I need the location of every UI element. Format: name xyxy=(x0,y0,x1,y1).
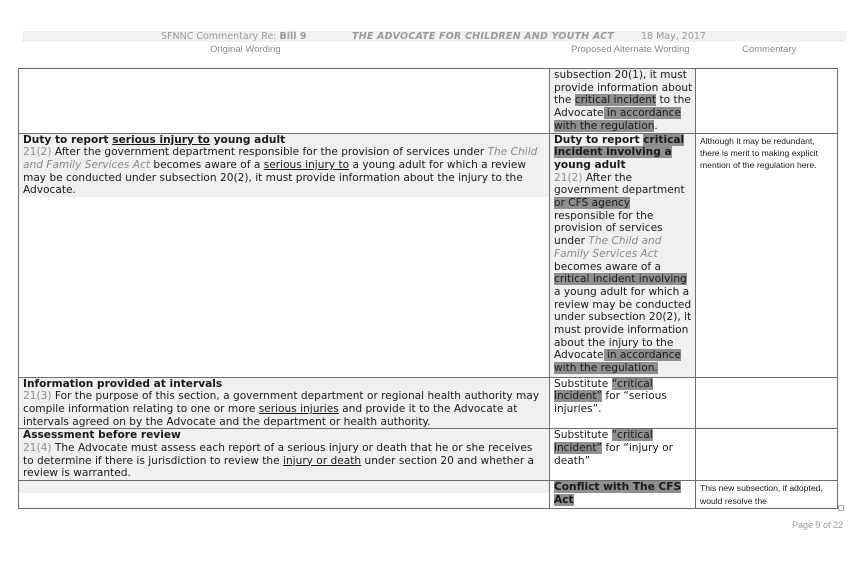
table-row xyxy=(19,481,838,509)
table-row xyxy=(19,429,838,481)
table-end-marker xyxy=(838,505,844,511)
column-header-original: Original Wording xyxy=(210,44,281,55)
proposed-cell xyxy=(550,481,696,509)
table-row xyxy=(19,377,838,429)
proposed-cell: Duty to report critical incident involving a young adult 21(2) After the government department or CFS agency responsible for the provision of services under The Child and Family Services Act becomes aware of a critical incident involving a young adult for which a review may be conducted under subsection 20(2), it must provide information about the injury to the Advocate in accordance with the regulation. xyxy=(550,133,696,377)
section-number: 21(4) xyxy=(23,442,52,455)
act-title: THE ADVOCATE FOR CHILDREN AND YOUTH ACT xyxy=(352,31,614,42)
section-heading: Duty to report critical incident involving a young adult xyxy=(554,133,685,171)
highlight: critical incident xyxy=(574,94,657,107)
section-heading: Information provided at intervals xyxy=(23,377,223,390)
section-heading: Assessment before review xyxy=(23,429,181,442)
section-heading: Duty to report serious injury to young adult xyxy=(23,133,286,146)
proposed-cell: Substitute “critical incident” for “injury or death” xyxy=(550,429,696,481)
original-cell: Information provided at intervals 21(3) For the purpose of this section, a government department or regional health authority may compile information relating to one or more serious injuries and provide it to the Advocate at intervals agreed on by the Advocate and the department or health authority. xyxy=(19,377,550,429)
section-number: 21(2) xyxy=(23,146,52,159)
bill-number: Bill 9 xyxy=(279,31,307,42)
proposed-cell: subsection 20(1), it must provide information about the critical incident to the Advocate in accordance with the regulation. xyxy=(550,69,696,134)
highlight: in accordance with the regulation. xyxy=(554,349,681,375)
highlight: “critical incident” xyxy=(554,377,653,403)
commentary-table xyxy=(18,68,838,509)
section-number: 21(3) xyxy=(23,390,52,403)
original-cell: Duty to report serious injury to young adult 21(2) After the government department responsible for the provision of services under The Child and Family Services Act becomes aware of a serious injury to a young adult for which a review may be conducted under subsection 20(2), it must provide information about the injury to the Advocate. xyxy=(19,133,550,377)
highlight: in accordance with the regulation xyxy=(554,107,681,132)
original-cell xyxy=(19,481,550,509)
document-header xyxy=(0,31,863,42)
header-date: 18 May, 2017 xyxy=(641,31,706,42)
page-number: Page 9 of 22 xyxy=(792,520,844,530)
commentary-cell xyxy=(696,429,838,481)
highlight: “critical incident” xyxy=(554,429,653,455)
commentary-cell xyxy=(696,377,838,429)
header-prefix: SFNNC Commentary Re: Bill 9 xyxy=(161,31,307,42)
highlight: or CFS agency xyxy=(554,197,631,210)
commentary-cell: This new subsection, if adopted, would resolve the xyxy=(696,481,838,509)
commentary-cell: Although it may be redundant, there is merit to making explicit mention of the regulation here. xyxy=(696,133,838,377)
table-row xyxy=(19,133,838,377)
commentary-cell xyxy=(696,69,838,134)
section-number: 21(2) xyxy=(554,171,583,184)
table-row xyxy=(19,69,838,134)
original-cell: Assessment before review 21(4) The Advocate must assess each report of a serious injury or death that he or she receives to determine if there is jurisdiction to review the injury or death under section 20 and whether a review is warranted. xyxy=(19,429,550,481)
column-header-commentary: Commentary xyxy=(742,44,797,55)
original-cell xyxy=(19,69,550,134)
highlight: critical incident involving xyxy=(554,273,687,286)
proposed-cell: Substitute “critical incident” for “serious injuries”. xyxy=(550,377,696,429)
column-header-proposed: Proposed Alternate Wording xyxy=(571,44,690,55)
section-heading: Conflict with The CFS Act xyxy=(554,481,682,507)
